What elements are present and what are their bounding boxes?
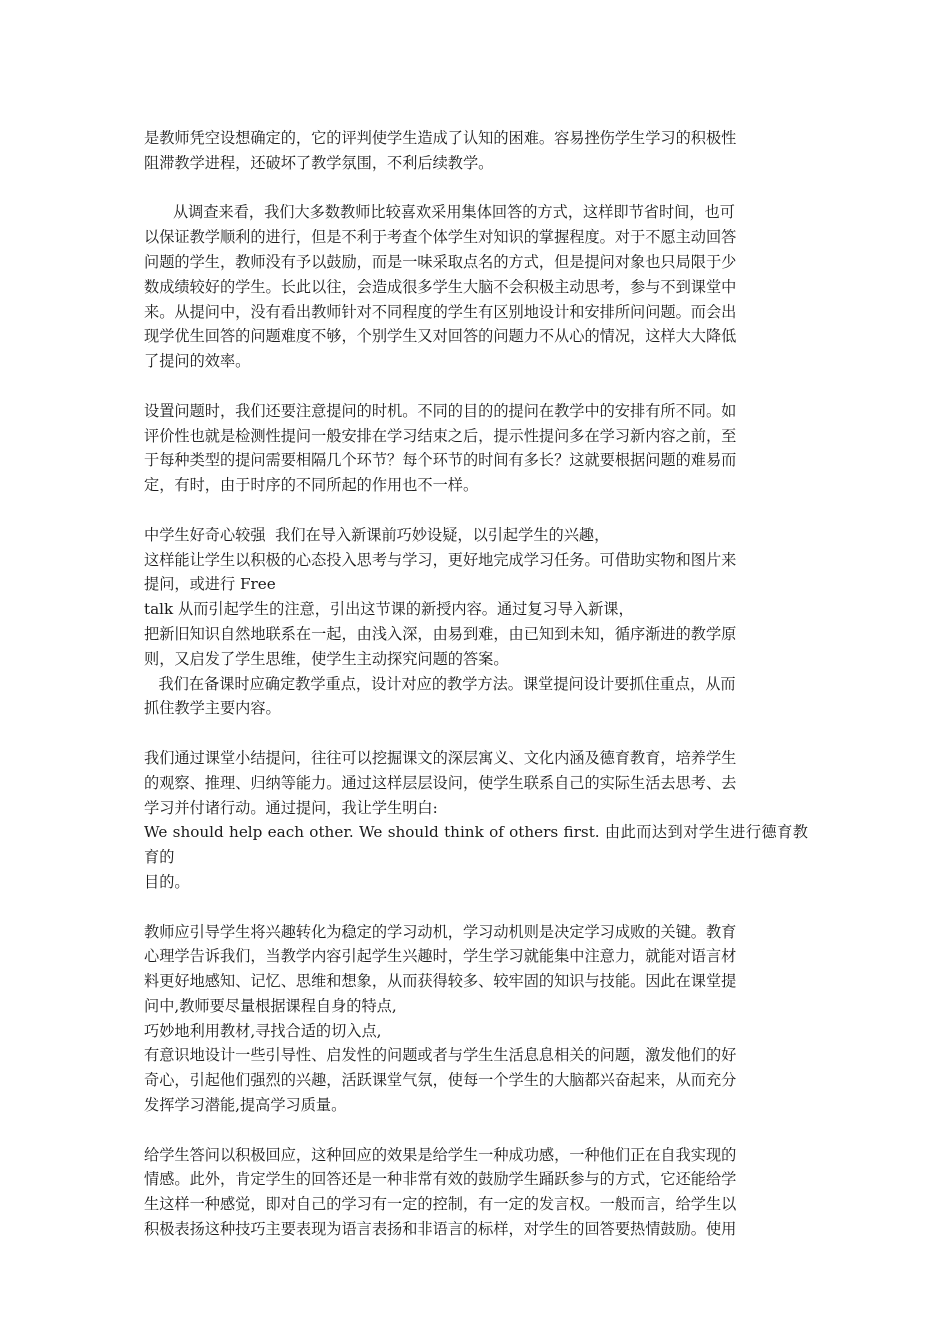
text-line: 定，有时，由于时序的不同所起的作用也不一样。 <box>144 476 479 495</box>
text-line: 中学生好奇心较强 我们在导入新课前巧妙设疑，以引起学生的兴趣， <box>144 525 610 544</box>
paragraph <box>144 746 808 895</box>
text-line: 我们在备课时应确定教学重点，设计对应的教学方法。课堂提问设计要抓住重点，从而 <box>144 674 736 693</box>
text-line: 数成绩较好的学生。长此以往，会造成很多学生大脑不会积极主动思考，参与不到课堂中 <box>144 277 737 296</box>
text-line: 教师应引导学生将兴趣转化为稳定的学习动机，学习动机则是决定学习成败的关键。教育 <box>144 922 737 941</box>
text-line: 学习并付诸行动。通过提问，我让学生明白: <box>144 798 438 817</box>
paragraph-gap <box>144 176 808 201</box>
text-line: 来。从提问中，没有看出教师针对不同程度的学生有区别地设计和安排所问问题。而会出 <box>144 302 737 321</box>
paragraph <box>144 1143 808 1242</box>
text-line: 情感。此外，肯定学生的回答还是一种非常有效的鼓励学生踊跃参与的方式，它还能给学 <box>144 1170 737 1189</box>
text-line: 了提问的效率。 <box>144 352 251 371</box>
text-line: 给学生答问以积极回应，这种回应的效果是给学生一种成功感，一种他们正在自我实现的 <box>144 1145 737 1164</box>
text-line: 的观察、推理、归纳等能力。通过这样层层设问，使学生联系自己的实际生活去思考、去 <box>144 773 737 792</box>
text-line: 以保证教学顺利的进行，但是不利于考查个体学生对知识的掌握程度。对于不愿主动回答 <box>144 228 737 247</box>
paragraph <box>144 399 808 498</box>
text-line: 于每种类型的提问需要相隔几个环节？每个环节的时间有多长？这就要根据问题的难易而 <box>144 451 737 470</box>
text-line: 心理学告诉我们，当教学内容引起学生兴趣时，学生学习就能集中注意力，就能对语言材 <box>144 947 737 966</box>
paragraph-gap <box>144 1118 808 1143</box>
text-line: 现学优生回答的问题难度不够，个别学生又对回答的问题力不从心的情况，这样大大降低 <box>144 327 737 346</box>
text-line: 我们通过课堂小结提问，往往可以挖掘课文的深层寓义、文化内涵及德育教育，培养学生 <box>144 748 737 767</box>
text-line: 巧妙地利用教材,寻找合适的切入点, <box>144 1021 382 1040</box>
text-line: 把新旧知识自然地联系在一起，由浅入深，由易到难，由已知到未知，循序渐进的教学原 <box>144 624 737 643</box>
text-line: 问中,教师要尽量根据课程自身的特点, <box>144 996 397 1015</box>
text-line: 有意识地设计一些引导性、启发性的问题或者与学生生活息息相关的问题，激发他们的好 <box>144 1046 737 1065</box>
paragraph-gap <box>144 374 808 399</box>
text-line: talk 从而引起学生的注意，引出这节课的新授内容。通过复习导入新课， <box>144 600 634 619</box>
text-line: 生这样一种感觉，即对自己的学习有一定的控制，有一定的发言权。一般而言，给学生以 <box>144 1195 737 1214</box>
text-line: 目的。 <box>144 872 190 891</box>
document-body <box>144 126 808 1242</box>
paragraph-gap <box>144 721 808 746</box>
paragraph-gap <box>144 895 808 920</box>
paragraph-gap <box>144 498 808 523</box>
text-line: 发挥学习潜能,提高学习质量。 <box>144 1096 347 1115</box>
text-line: 抓住教学主要内容。 <box>144 699 281 718</box>
text-line: 评价性也就是检测性提问一般安排在学习结束之后，提示性提问多在学习新内容之前，至 <box>144 426 737 445</box>
text-line: 则，又启发了学生思维，使学生主动探究问题的答案。 <box>144 649 509 668</box>
paragraph <box>144 920 808 1118</box>
text-line: 积极表扬这种技巧主要表现为语言表扬和非语言的标样，对学生的回答要热情鼓励。使用 <box>144 1220 737 1239</box>
text-line: 从调查来看，我们大多数教师比较喜欢采用集体回答的方式，这样即节省时间，也可 <box>144 203 735 222</box>
paragraph <box>144 523 808 721</box>
text-line: 阻滞教学进程，还破坏了教学氛围，不利后续教学。 <box>144 153 494 172</box>
paragraph <box>144 126 808 176</box>
text-line: 提问，或进行 Free <box>144 575 276 594</box>
text-line: 设置问题时，我们还要注意提问的时机。不同的目的的提问在教学中的安排有所不同。如 <box>144 401 737 420</box>
text-line: We should help each other. We should think of others first. 由此而达到对学生进行德育教育的 <box>144 823 808 867</box>
text-line: 问题的学生，教师没有予以鼓励，而是一味采取点名的方式，但是提问对象也只局限于少 <box>144 252 737 271</box>
text-line: 这样能让学生以积极的心态投入思考与学习，更好地完成学习任务。可借助实物和图片来 <box>144 550 737 569</box>
text-line: 是教师凭空设想确定的，它的评判使学生造成了认知的困难。容易挫伤学生学习的积极性 <box>144 129 737 147</box>
paragraph <box>144 200 808 374</box>
text-line: 奇心，引起他们强烈的兴趣，活跃课堂气氛，使每一个学生的大脑都兴奋起来，从而充分 <box>144 1071 737 1090</box>
text-line: 料更好地感知、记忆、思维和想象，从而获得较多、较牢固的知识与技能。因此在课堂提 <box>144 972 737 991</box>
